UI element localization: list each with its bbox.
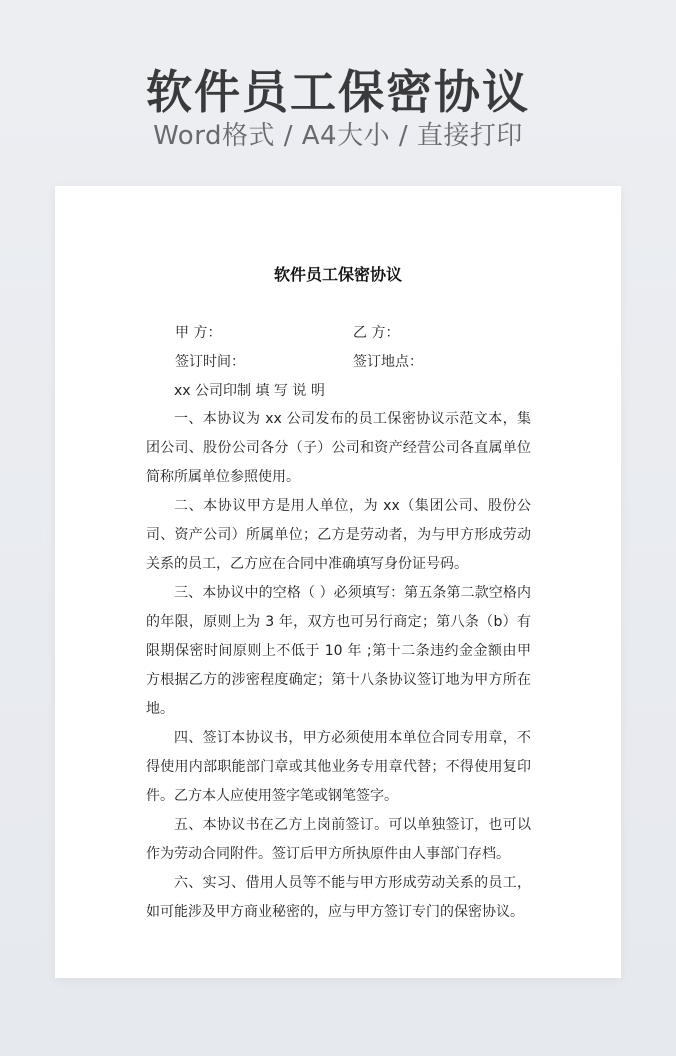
sign-time-label: 签订时间：	[175, 354, 245, 370]
instructions-heading: xx 公司印制 填 写 说 明	[174, 383, 325, 399]
party-b-label: 乙 方：	[353, 325, 400, 341]
paragraph-5: 五、本协议书在乙方上岗前签订。可以单独签订，也可以作为劳动合同附件。签订后甲方所执原件由人事部门存档。	[146, 817, 531, 862]
banner-subtitle: Word格式 / A4大小 / 直接打印	[153, 121, 523, 151]
paragraph-3: 三、本协议中的空格（ ）必须填写：第五条第二款空格内的年限，原则上为 3 年，双方也可另行商定；第八条（b）有限期保密时间原则上不低于 10 年 ;第十二条违约金金额由甲方根据乙方的涉密程度确定；第十八条协议签订地为甲方所在地。	[146, 585, 531, 717]
paragraph-4: 四、签订本协议书，甲方必须使用本单位合同专用章，不得使用内部职能部门章或其他业务专用章代替；不得使用复印件。乙方本人应使用签字笔或钢笔签字。	[146, 730, 531, 804]
paragraph-1: 一、本协议为 xx 公司发布的员工保密协议示范文本，集团公司、股份公司各分（子）公司和资产经营公司各直属单位简称所属单位参照使用。	[146, 411, 531, 485]
party-a-label: 甲 方：	[175, 325, 222, 341]
document-page	[55, 186, 621, 978]
sign-place-label: 签订地点：	[353, 354, 423, 370]
instructions-body	[146, 405, 531, 927]
document-title: 软件员工保密协议	[273, 265, 402, 284]
paragraph-2: 二、本协议甲方是用人单位，为 xx（集团公司、股份公司、资产公司）所属单位；乙方是劳动者，为与甲方形成劳动关系的员工，乙方应在合同中准确填写身份证号码。	[146, 498, 531, 572]
paragraph-6: 六、实习、借用人员等不能与甲方形成劳动关系的员工，如可能涉及甲方商业秘密的，应与甲方签订专门的保密协议。	[146, 875, 531, 920]
banner-title: 软件员工保密协议	[146, 65, 530, 119]
